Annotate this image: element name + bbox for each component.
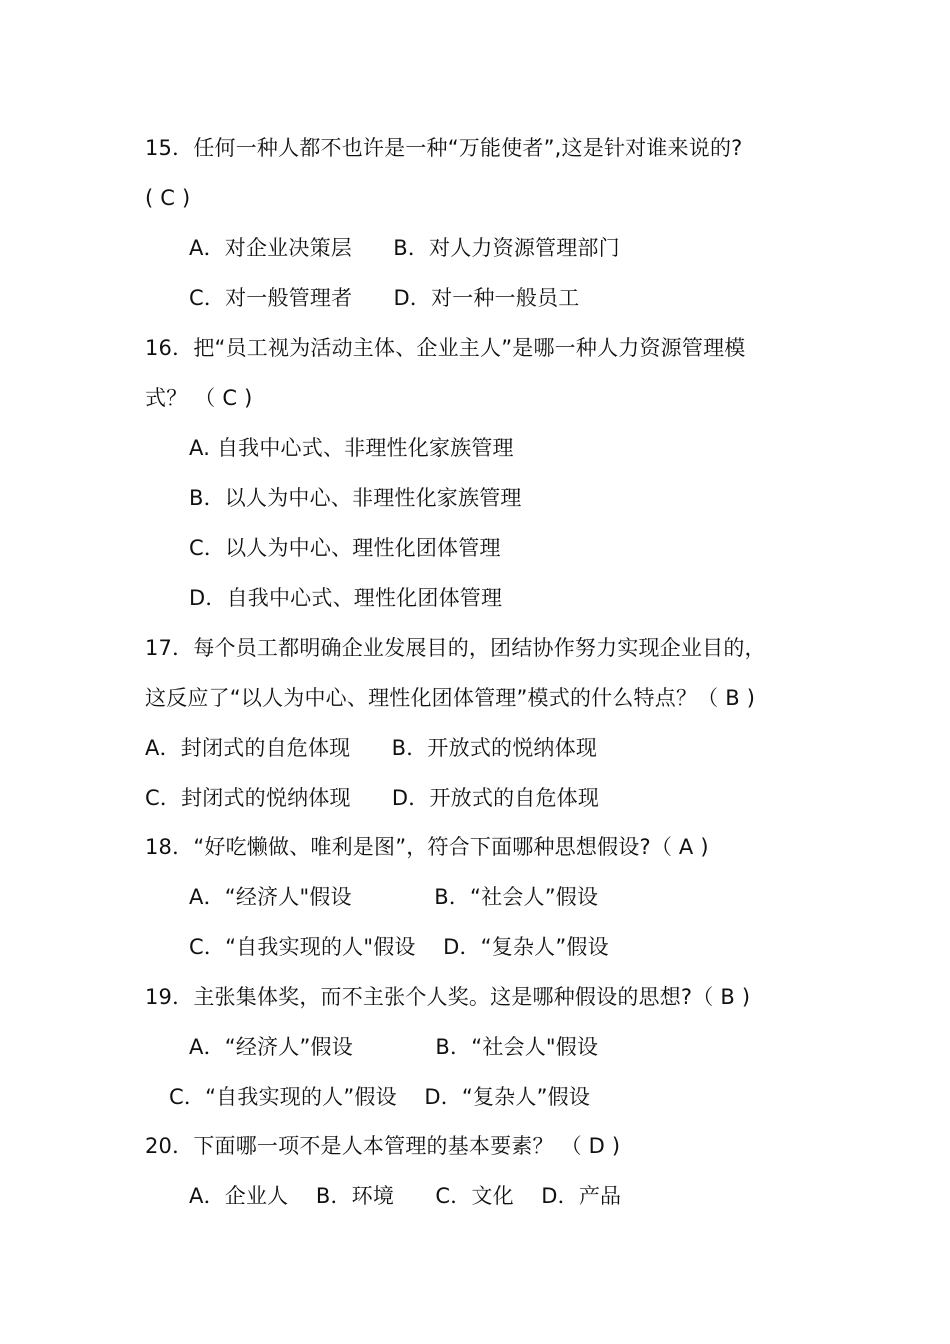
question-16-option-b: B．以人为中心、非理性化家族管理 bbox=[189, 486, 522, 510]
question-17-options-cd: C．封闭式的悦纳体现 D．开放式的自危体现 bbox=[145, 786, 600, 810]
question-18-stem: 18．“好吃懒做、唯利是图”，符合下面哪种思想假设?（ A ) bbox=[145, 835, 709, 859]
question-18-options-cd: C．“自我实现的人"假设 D．“复杂人”假设 bbox=[189, 935, 609, 959]
question-18-options-ab: A．“经济人"假设 B．“社会人”假设 bbox=[189, 885, 599, 909]
question-16-option-c: C．以人为中心、理性化团体管理 bbox=[189, 536, 501, 560]
question-19-options-ab: A．“经济人”假设 B．“社会人"假设 bbox=[189, 1035, 599, 1059]
question-19-stem: 19．主张集体奖，而不主张个人奖。这是哪种假设的思想?（ B ) bbox=[145, 985, 751, 1009]
question-15-stem: 15．任何一种人都不也许是一种“万能使者”,这是针对谁来说的? bbox=[145, 136, 743, 160]
question-20-options: A．企业人 B．环境 C．文化 D．产品 bbox=[189, 1184, 622, 1208]
question-17-stem: 17．每个员工都明确企业发展目的，团结协作努力实现企业目的， bbox=[145, 636, 766, 660]
question-17-stem-continued: 这反应了“以人为中心、理性化团体管理”模式的什么特点？（ B ) bbox=[145, 686, 756, 710]
question-17-options-ab: A．封闭式的自危体现 B．开放式的悦纳体现 bbox=[145, 736, 598, 760]
question-20-stem: 20．下面哪一项不是人本管理的基本要素？ （ D ) bbox=[145, 1134, 621, 1158]
question-15-options-ab: A．对企业决策层 B．对人力资源管理部门 bbox=[189, 236, 620, 260]
question-15-answer: ( C ) bbox=[145, 186, 191, 210]
question-15-options-cd: C．对一般管理者 D．对一种一般员工 bbox=[189, 286, 580, 310]
question-16-stem: 16．把“员工视为活动主体、企业主人”是哪一种人力资源管理模 bbox=[145, 336, 746, 360]
question-16-stem-continued: 式？ （ C ) bbox=[145, 386, 253, 410]
question-16-option-a: A. 自我中心式、非理性化家族管理 bbox=[189, 436, 514, 460]
question-16-option-d: D．自我中心式、理性化团体管理 bbox=[189, 586, 503, 610]
question-19-options-cd: C．“自我实现的人”假设 D．“复杂人”假设 bbox=[169, 1085, 591, 1109]
